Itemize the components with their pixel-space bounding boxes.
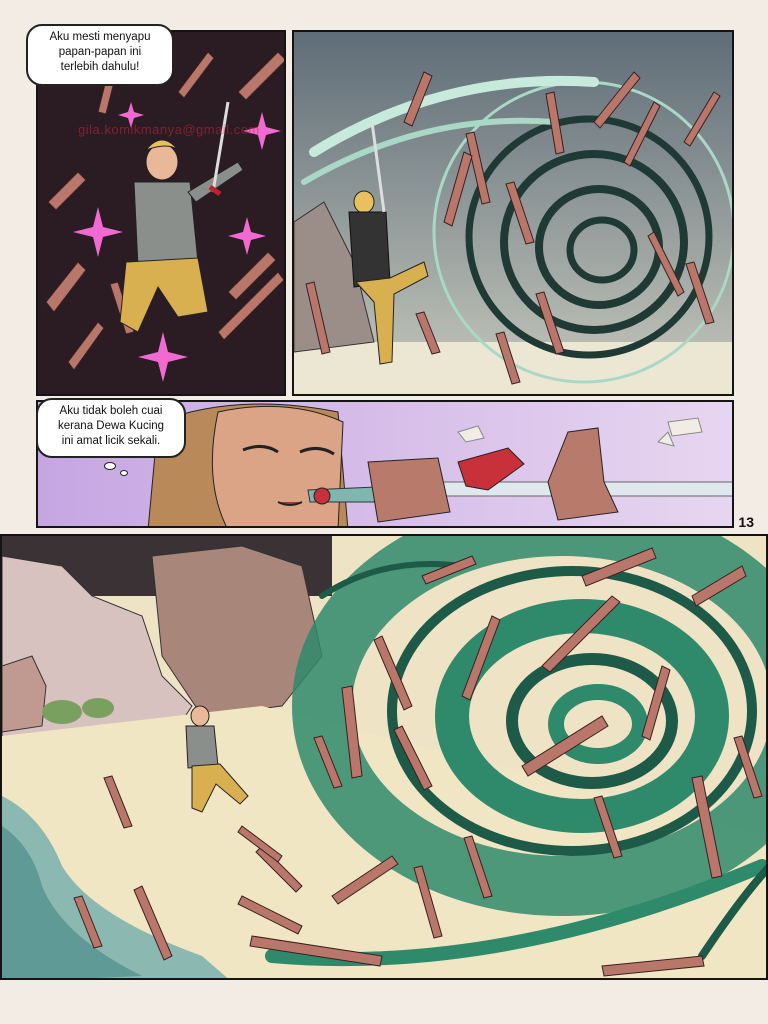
panel-2 xyxy=(292,30,734,396)
bubble-1-line-1: Aku mesti menyapu xyxy=(49,31,151,43)
watermark: gila.komikmanya@gmail.com xyxy=(78,122,260,137)
bubble-2-line-1: Aku tidak boleh cuai xyxy=(59,405,163,417)
bubble-1-line-2: papan-papan ini xyxy=(58,46,142,58)
thought-bubble-2 xyxy=(36,398,186,458)
page-number: 13 xyxy=(738,514,754,530)
bubble-1-line-3: terlebih dahulu! xyxy=(60,61,140,73)
bubble-2-line-3: ini amat licik sekali. xyxy=(61,435,161,447)
panel-2-art xyxy=(294,32,734,396)
thought-dot-1 xyxy=(104,462,116,470)
bubble-2-line-2: kerana Dewa Kucing xyxy=(57,420,165,432)
panel-1-art xyxy=(38,32,286,396)
panel-4-art xyxy=(2,536,768,980)
panel-4 xyxy=(0,534,768,980)
speech-bubble-1 xyxy=(26,24,174,86)
thought-dot-2 xyxy=(120,470,128,476)
